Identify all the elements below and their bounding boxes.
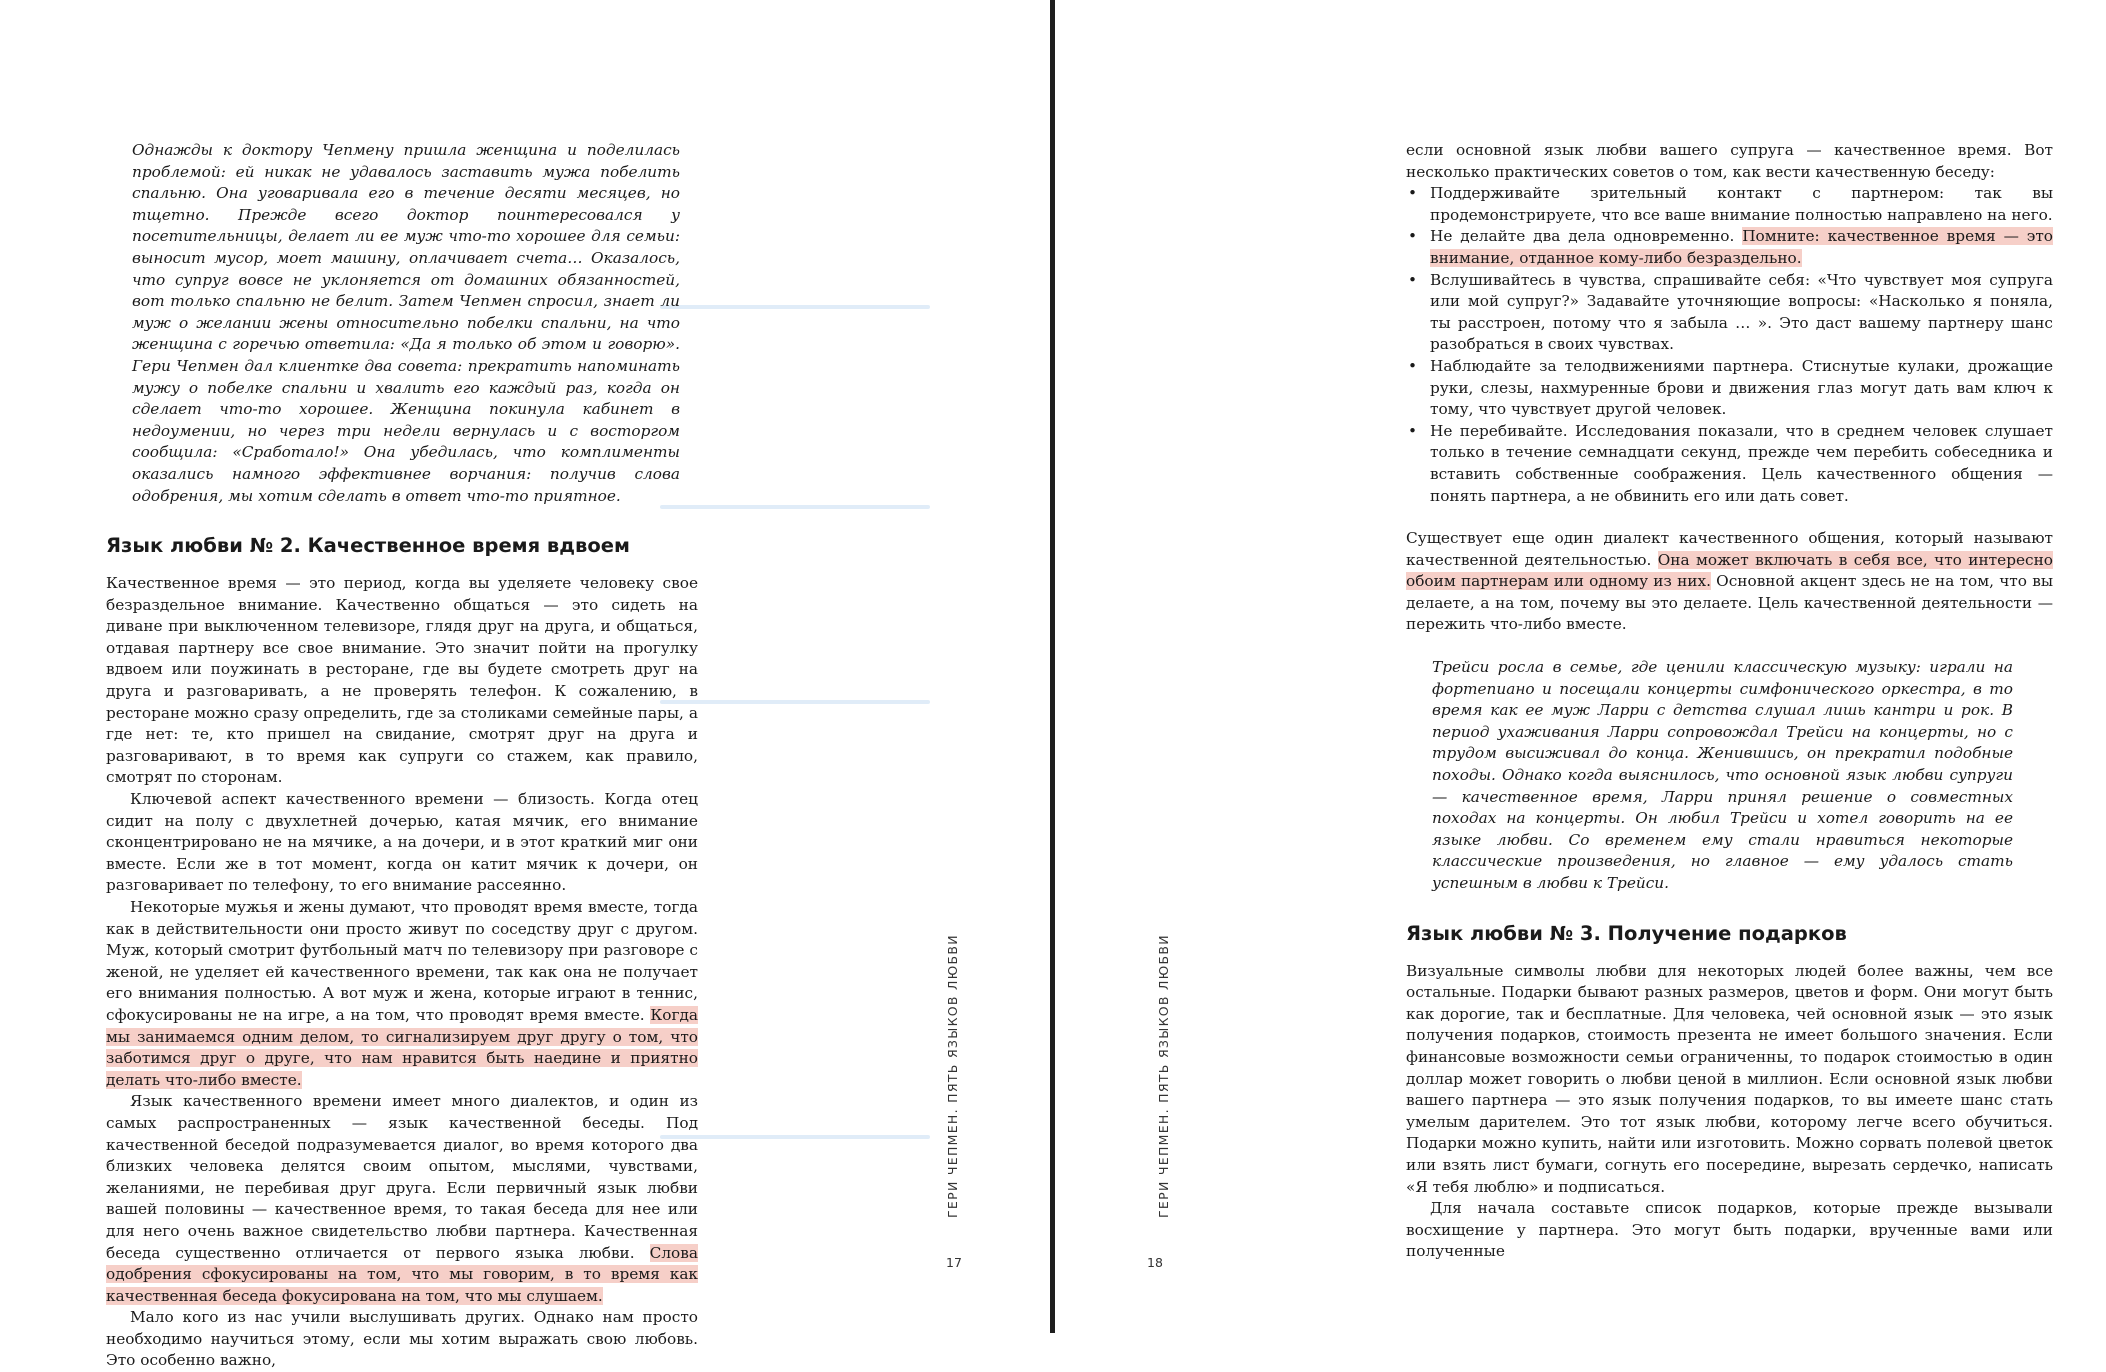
paragraph-text: Существует еще один диалект качественного общения, который называют качественной деятельностью.	[1406, 529, 2053, 569]
right-text-column	[1406, 140, 2053, 1263]
spacer	[1406, 636, 2053, 657]
left-page	[0, 0, 1050, 1370]
book-spine-divider	[1050, 0, 1055, 1333]
bleed-through-line	[660, 700, 930, 704]
case-quote: Однажды к доктору Чепмену пришла женщина и поделилась проблемой: ей никак не удавалось заставить мужа побелить спальню. Она уговаривала его в течение десяти месяцев, но тщетно. Прежде всего доктор поинтересовался у посетительницы, делает ли ее муж что-то хорошее для семьи: выносит мусор, моет машину, оплачивает счета… Оказалось, что супруг вовсе не уклоняется от домашних обязанностей, вот только спальню не белит. Затем Чепмен спросил, знает ли муж о желании жены относительно побелки спальни, на что женщина с горечью ответила: «Да я только об этом и говорю». Гери Чепмен дал клиентке два совета: прекратить напоминать мужу о побелке спальни и хвалить его каждый раз, когда он сделает что-то хорошее. Женщина покинула кабинет в недоумении, но через три недели вернулась и с восторгом сообщила: «Сработало!» Она убедилась, что комплименты оказались намного эффективнее ворчания: получив слова одобрения, мы хотим сделать в ответ что-то приятное.	[132, 141, 680, 505]
list-item	[1430, 183, 2053, 226]
list-item	[1430, 356, 2053, 421]
highlighted-text[interactable]: Помните: качественное время — это внимание, отданное кому-либо безраздельно.	[1430, 227, 2053, 267]
page-number: 17	[946, 1255, 962, 1270]
section-heading: Язык любви № 2. Качественное время вдвоем	[106, 534, 630, 558]
running-head: ГЕРИ ЧЕПМЕН. ПЯТЬ ЯЗЫКОВ ЛЮБВИ	[945, 934, 960, 1218]
bleed-through-line	[660, 305, 930, 309]
highlighted-text[interactable]: Она может включать в себя все, что интересно обоим партнерам или одному из них.	[1406, 550, 2054, 591]
tips-list	[1406, 183, 2053, 507]
list-item	[1430, 421, 2053, 507]
paragraph: Ключевой аспект качественного времени — близость. Когда отец сидит на полу с двухлетней дочерью, катая мячик, его внимание сконцентрировано не на мячике, а на дочери, и в этот краткий миг они вместе. Если же в тот момент, когда он катит мячик к дочери, он разговаривает по телефону, то его внимание рассеянно.	[106, 790, 698, 895]
highlighted-text[interactable]: Слова одобрения сфокусированы на том, что мы говорим, в то время как качественная беседа фокусирована на том, что мы слушаем.	[106, 1243, 698, 1305]
paragraph-text: Язык качественного времени имеет много диалектов, и один из самых распространенных — язык качественной беседы. Под качественной беседой подразумевается диалог, во время которого два близких человека делятся своим опытом, мыслями, чувствами, желаниями, не перебивая друг друга. Если первичный язык любви вашей половины — качественное время, то такая беседа для нее или для него очень важное свидетельство любви партнера. Качественная беседа существенно отличается от первого языка любви.	[106, 1092, 698, 1262]
list-item-text: Наблюдайте за телодвижениями партнера. Стиснутые кулаки, дрожащие руки, слезы, нахмуренные брови и движения глаз могут дать вам ключ к тому, что чувствует другой человек.	[1430, 356, 2053, 419]
left-text-column	[106, 140, 698, 1372]
page-number: 18	[1147, 1255, 1163, 1270]
paragraph: если основной язык любви вашего супруга — качественное время. Вот несколько практических советов о том, как вести качественную беседу:	[1406, 141, 2053, 181]
list-item	[1430, 226, 2053, 269]
list-item	[1430, 270, 2053, 356]
running-head: ГЕРИ ЧЕПМЕН. ПЯТЬ ЯЗЫКОВ ЛЮБВИ	[1156, 934, 1171, 1218]
paragraph: Для начала составьте список подарков, которые прежде вызывали восхищение у партнера. Это могут быть подарки, врученные вами или полученные	[1406, 1199, 2053, 1261]
spacer	[1406, 507, 2053, 528]
list-item-text: Вслушивайтесь в чувства, спрашивайте себя: «Что чувствует моя супруга или мой супруг?» Задавайте уточняющие вопросы: «Насколько я поняла, ты расстроен, потому что я забыла … ». Это даст вашему партнеру шанс разобраться в своих чувствах.	[1430, 270, 2053, 354]
paragraph: Визуальные символы любви для некоторых людей более важны, чем все остальные. Подарки бывают разных размеров, цветов и форм. Они могут быть как дорогие, так и бесплатные. Для человека, чей основной язык — это язык получения подарков, стоимость презента не имеет большого значения. Если финансовые возможности семьи ограниченны, то подарок стоимостью в один доллар может говорить о любви ценой в миллион. Если основной язык любви вашего партнера — это язык получения подарков, то вы имеете шанс стать умелым дарителем. Это тот язык любви, которому легче всего обучиться. Подарки можно купить, найти или изготовить. Можно сорвать полевой цветок или взять лист бумаги, согнуть его посередине, вырезать сердечко, написать «Я тебя люблю» и подписаться.	[1406, 961, 2053, 1196]
section-heading: Язык любви № 3. Получение подарков	[1406, 921, 1847, 945]
list-item-text: Поддерживайте зрительный контакт с партнером: так вы продемонстрируете, что все ваше внимание полностью направлено на него.	[1430, 184, 2053, 224]
bleed-through-line	[660, 505, 930, 509]
list-item-text: Не перебивайте. Исследования показали, что в среднем человек слушает только в течение семнадцати секунд, прежде чем перебить собеседника и вставить собственные соображения. Цель качественного общения — понять партнера, а не обвинить его или дать совет.	[1430, 421, 2053, 505]
bleed-through-line	[660, 1135, 930, 1139]
paragraph-text: Основной акцент здесь не на том, что вы делаете, а на том, почему вы это делаете. Цель качественной деятельности — пережить что-либо вместе.	[1406, 572, 2053, 634]
paragraph	[1406, 528, 2053, 636]
paragraph	[106, 897, 698, 1091]
paragraph-text: Некоторые мужья и жены думают, что проводят время вместе, тогда как в действительности они просто живут по соседству друг с другом. Муж, который смотрит футбольный матч по телевизору при разговоре с женой, не уделяет ей качественного времени, так как она не получает его внимания полностью. А вот муж и жена, которые играют в теннис, сфокусированы не на игре, а на том, что проводят время вместе.	[106, 898, 698, 1024]
paragraph: Качественное время — это период, когда вы уделяете человеку свое безраздельное внимание. Качественно общаться — это сидеть на диване при выключенном телевизоре, глядя друг на друга, и общаться, отдавая партнеру все свое внимание. Это значит пойти на прогулку вдвоем или поужинать в ресторане, где вы будете смотреть друг на друга и разговаривать, а не проверять телефон. К сожалению, в ресторане можно сразу определить, где за столиками семейные пары, а где нет: те, кто пришел на свидание, смотрят друг на друга и разговаривают, в то время как супруги со стажем, как правило, смотрят по сторонам.	[106, 574, 698, 787]
case-quote: Трейси росла в семье, где ценили классическую музыку: играли на фортепиано и посещали концерты симфонического оркестра, в то время как ее муж Ларри с детства слушал лишь кантри и рок. В период ухаживания Ларри сопровождал Трейси на концерты, но с трудом высиживал до конца. Женившись, он прекратил подобные походы. Однако когда выяснилось, что основной язык любви супруги — качественное время, Ларри принял решение о совместных походах на концерты. Он любил Трейси и хотел говорить на ее языке любви. Со временем ему стали нравиться некоторые классические произведения, но главное — ему удалось стать успешным в любви к Трейси.	[1432, 658, 2013, 892]
highlighted-text[interactable]: Когда мы занимаемся одним делом, то сигнализируем друг другу о том, что заботимся друг о друге, что нам нравится быть наедине и приятно делать что-либо вместе.	[106, 1005, 698, 1089]
right-page	[1056, 0, 2106, 1333]
paragraph	[106, 1091, 698, 1307]
paragraph: Мало кого из нас учили выслушивать других. Однако нам просто необходимо научиться этому, если мы хотим выражать свою любовь. Это особенно важно,	[106, 1308, 698, 1370]
list-item-text: Не делайте два дела одновременно.	[1430, 227, 1743, 246]
